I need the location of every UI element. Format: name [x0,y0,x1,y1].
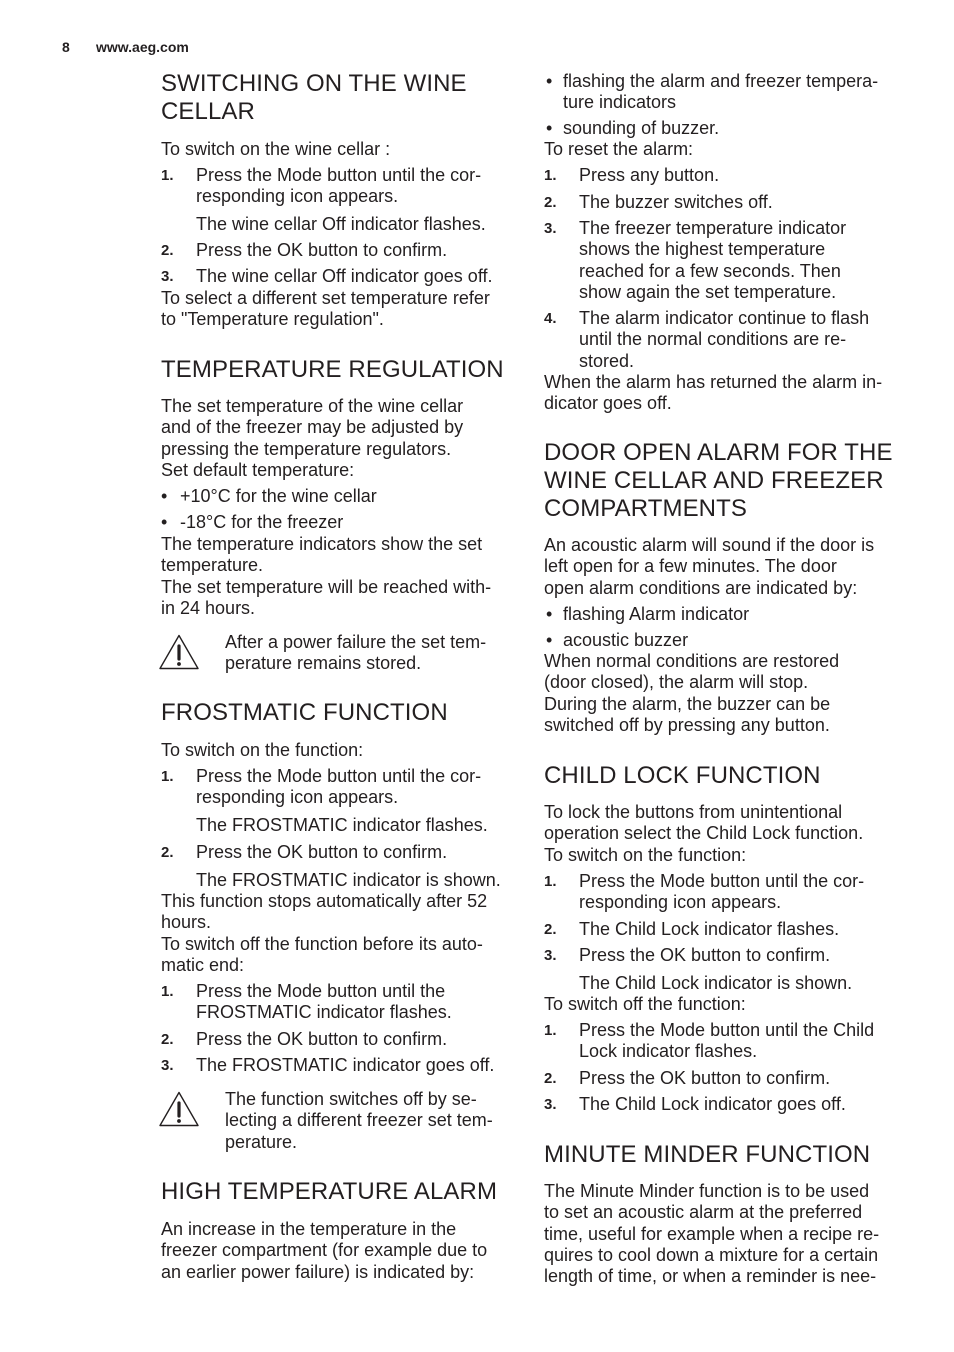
paragraph: To select a different set temperature refer to "Temperature regulation". [161,288,490,330]
section-heading-temperature-regulation: TEMPERATURE REGULATION [161,356,504,383]
paragraph: The set temperature of the wine cellar and of the freezer may be adjusted by pressing the temperature regulators. Set default temperature: [161,396,464,480]
step-text: The Child Lock indicator goes off. [579,1094,846,1114]
step-number: 3. [544,220,557,237]
step-number: 1. [161,768,174,785]
step-number: 1. [544,873,557,890]
intro-text: To switch off the function: [544,994,746,1014]
section-heading-switching-on: SWITCHING ON THE WINE CELLAR [161,70,467,125]
step-number: 2. [544,921,557,938]
step-text: Press any button. [579,165,720,185]
bullet-item: sounding of buzzer. [563,118,720,138]
step-number: 3. [161,1057,174,1074]
step-number: 2. [161,844,174,861]
step-text: Press the Mode button until the Child Lock indicator flashes. [579,1020,875,1062]
step-text: Press the OK button to confirm. [579,1068,831,1088]
step-text: Press the Mode button until the FROSTMATIC indicator flashes. [196,981,452,1023]
step-result: The FROSTMATIC indicator is shown. [196,870,501,890]
step-number: 2. [161,1031,174,1048]
step-text: Press the Mode button until the cor- responding icon appears. [196,766,482,808]
bullet-marker: • [546,630,553,650]
paragraph: The temperature indicators show the set temperature. The set temperature will be reached with- in 24 hours. [161,534,492,618]
step-number: 3. [544,1096,557,1113]
bullet-item: flashing the alarm and freezer tempera- ture indicators [563,71,879,113]
intro-text: To switch on the function: [161,740,364,760]
paragraph: When the alarm has returned the alarm in- dicator goes off. [544,372,883,414]
step-number: 1. [544,167,557,184]
section-heading-frostmatic: FROSTMATIC FUNCTION [161,699,448,726]
bullet-item: acoustic buzzer [563,630,689,650]
section-heading-child-lock: CHILD LOCK FUNCTION [544,762,821,789]
bullet-marker: • [546,118,553,138]
intro-text: To reset the alarm: [544,139,694,159]
step-text: Press the OK button to confirm. [196,1029,448,1049]
intro-text: To switch on the wine cellar : [161,139,391,159]
bullet-marker: • [546,604,553,624]
bullet-marker: • [546,71,553,91]
section-heading-door-open-alarm: DOOR OPEN ALARM FOR THE WINE CELLAR AND FREEZER COMPARTMENTS [544,439,893,522]
step-number: 2. [161,242,174,259]
step-text: Press the OK button to confirm. [196,240,448,260]
bullet-item: +10°C for the wine cellar [180,486,377,506]
section-heading-minute-minder: MINUTE MINDER FUNCTION [544,1141,871,1168]
bullet-marker: • [161,512,168,532]
step-text: The alarm indicator continue to flash until the normal conditions are re- stored. [579,308,870,371]
bullet-marker: • [161,486,168,506]
warning-triangle-icon [158,1090,200,1128]
step-number: 2. [544,1070,557,1087]
step-text: The wine cellar Off indicator goes off. [196,266,493,286]
step-number: 1. [161,983,174,1000]
step-text: Press the OK button to confirm. [579,945,831,965]
step-number: 4. [544,310,557,327]
step-result: The Child Lock indicator is shown. [579,973,853,993]
step-text: The FROSTMATIC indicator goes off. [196,1055,495,1075]
step-text: The buzzer switches off. [579,192,773,212]
section-heading-high-temperature-alarm: HIGH TEMPERATURE ALARM [161,1178,498,1205]
paragraph: An acoustic alarm will sound if the door is left open for a few minutes. The door open alarm conditions are indicated by: [544,535,875,598]
warning-triangle-icon [158,633,200,671]
step-text: The freezer temperature indicator shows the highest temperature reached for a few seconds. Then show again the set temperature. [579,218,847,302]
step-text: Press the Mode button until the cor- responding icon appears. [196,165,482,207]
paragraph: The Minute Minder function is to be used to set an acoustic alarm at the preferred time, useful for example when a recipe re- quires to cool down a mixture for a certain length of time, or when a reminder is nee- [544,1181,880,1287]
step-number: 1. [161,167,174,184]
page-number: 8 [62,39,70,55]
step-number: 3. [161,268,174,285]
step-number: 3. [544,947,557,964]
step-result: The FROSTMATIC indicator flashes. [196,815,488,835]
warning-text: After a power failure the set tem- perature remains stored. [225,632,487,674]
step-text: The Child Lock indicator flashes. [579,919,840,939]
bullet-item: flashing Alarm indicator [563,604,750,624]
step-text: Press the OK button to confirm. [196,842,448,862]
bullet-item: -18°C for the freezer [180,512,344,532]
paragraph: This function stops automatically after 52 hours. To switch off the function before its auto- matic end: [161,891,488,975]
paragraph: To lock the buttons from unintentional operation select the Child Lock function. To switch on the function: [544,802,864,865]
website-url: www.aeg.com [96,39,189,55]
warning-text: The function switches off by se- lecting a different freezer set tem- perature. [225,1089,493,1152]
step-text: Press the Mode button until the cor- responding icon appears. [579,871,865,913]
paragraph: When normal conditions are restored (door closed), the alarm will stop. During the alarm, the buzzer can be switched off by pressing any button. [544,651,840,735]
step-number: 1. [544,1022,557,1039]
step-result: The wine cellar Off indicator flashes. [196,214,486,234]
paragraph: An increase in the temperature in the freezer compartment (for example due to an earlier power failure) is indicated by: [161,1219,488,1282]
step-number: 2. [544,194,557,211]
